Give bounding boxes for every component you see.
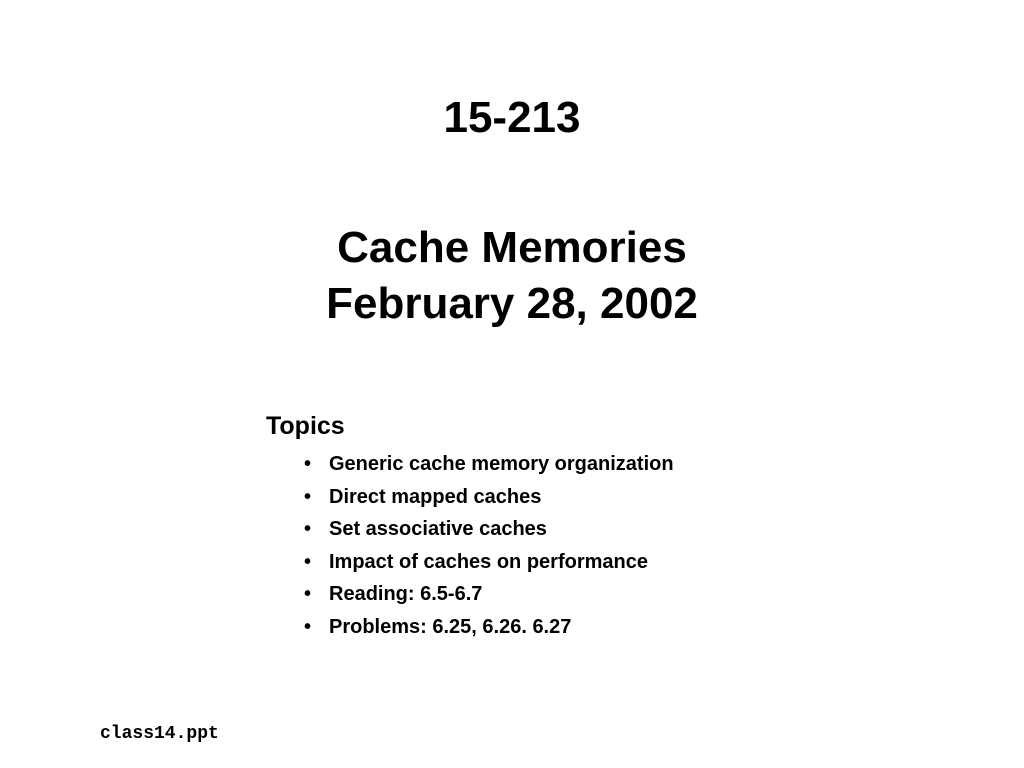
- bullet-icon: •: [304, 453, 312, 475]
- list-item: [304, 513, 866, 546]
- bullet-icon: •: [304, 485, 312, 508]
- footer-filename: class14.ppt: [100, 724, 219, 744]
- slide-title: [0, 220, 1024, 332]
- list-item-text: Direct mapped caches: [329, 485, 542, 508]
- list-item: [304, 578, 866, 611]
- course-number: 15-213: [443, 93, 581, 142]
- list-item-text: Impact of caches on performance: [329, 550, 648, 573]
- list-item-text: Problems: 6.25, 6.26. 6.27: [329, 615, 572, 638]
- bullet-icon: •: [304, 615, 312, 638]
- bullet-icon: •: [304, 550, 312, 573]
- bullet-icon: •: [304, 583, 312, 606]
- title-date-line: February 28, 2002: [326, 279, 698, 328]
- bullet-icon: •: [304, 518, 312, 541]
- list-item: [304, 611, 866, 644]
- list-item-text: Set associative caches: [329, 518, 547, 541]
- topics-list: [266, 448, 866, 644]
- list-item-text: Generic cache memory organization: [329, 453, 674, 475]
- list-item: [304, 546, 866, 579]
- topics-heading: Topics: [266, 412, 345, 440]
- topics-section: [266, 410, 866, 644]
- list-item-text: Reading: 6.5-6.7: [329, 583, 483, 606]
- list-item: [304, 448, 866, 481]
- title-line: Cache Memories: [337, 223, 687, 272]
- list-item: [304, 481, 866, 514]
